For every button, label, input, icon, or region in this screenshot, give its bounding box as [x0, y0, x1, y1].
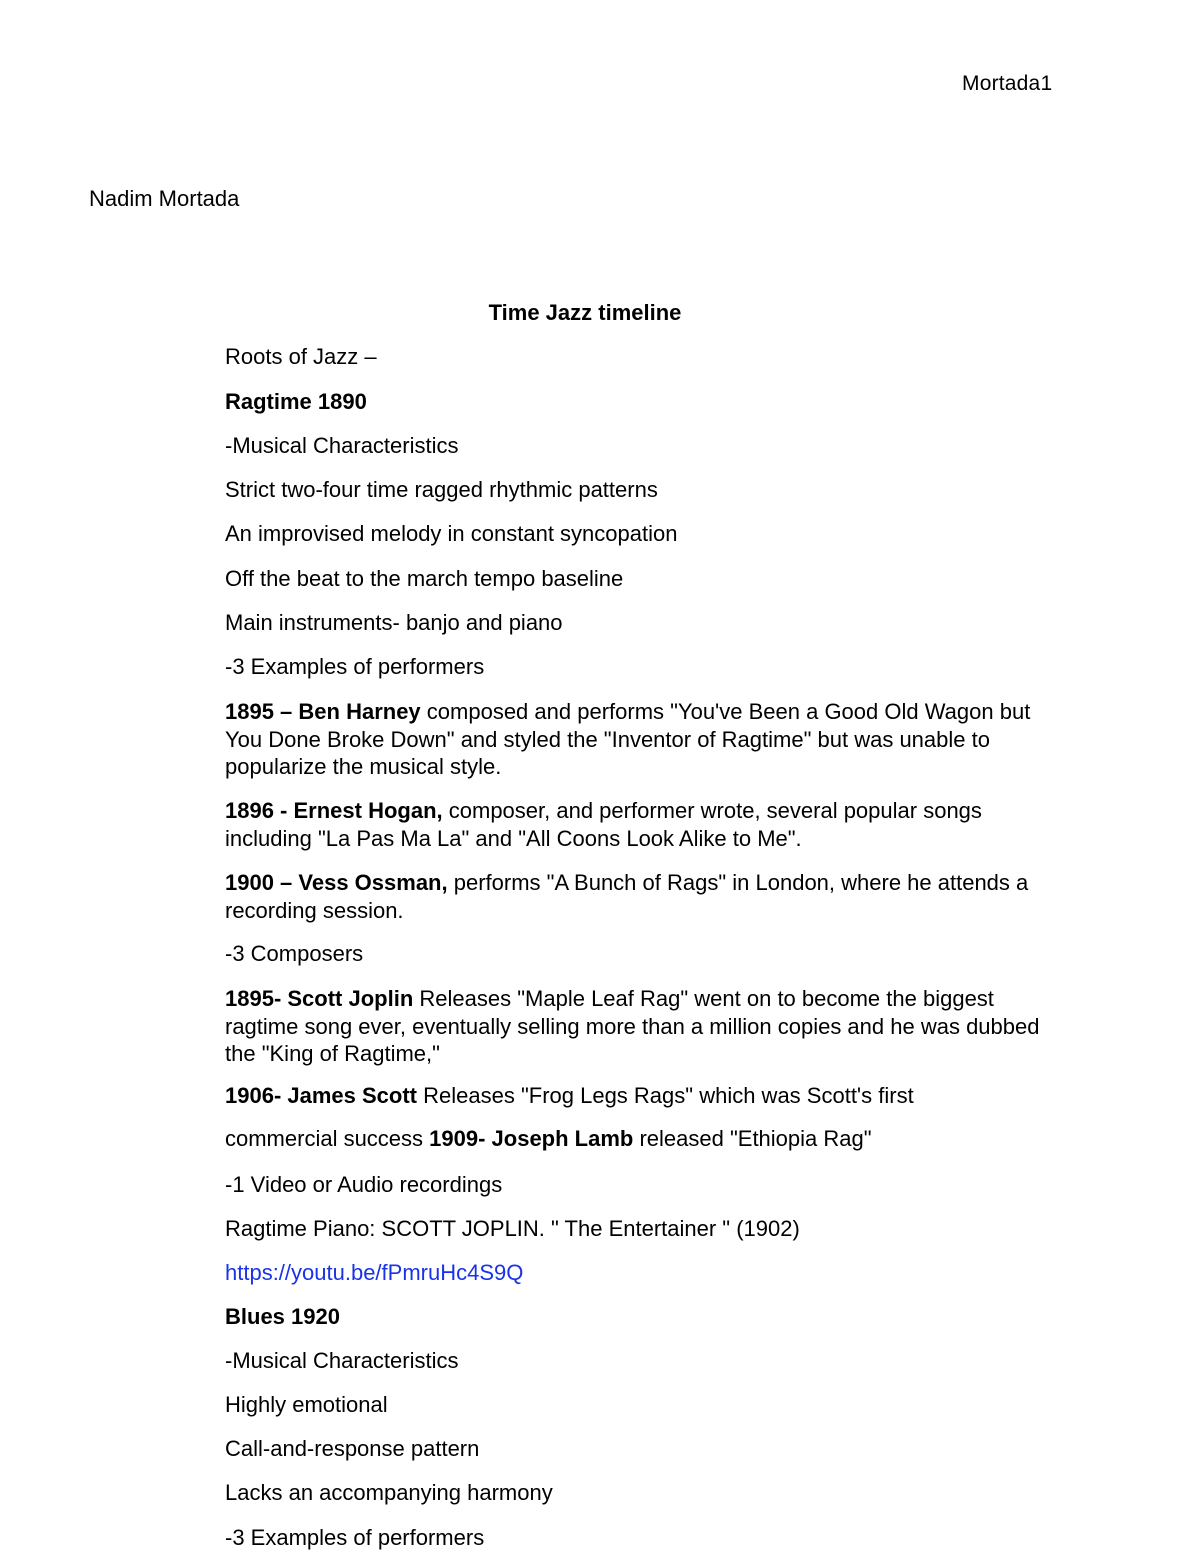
roots-line: Roots of Jazz –: [225, 344, 377, 369]
ragtime-heading: Ragtime 1890: [225, 389, 367, 414]
composer-entry: [225, 985, 1055, 1068]
performer-lead: 1895 – Ben Harney: [225, 699, 421, 724]
performer-lead: 1896 - Ernest Hogan,: [225, 798, 443, 823]
blues-characteristic: Call-and-response pattern: [225, 1436, 480, 1461]
ragtime-characteristics-label: -Musical Characteristics: [225, 433, 459, 458]
composer-entry: [225, 1126, 872, 1152]
performer-entry: [225, 698, 1055, 781]
document-title: Time Jazz timeline: [488, 300, 682, 325]
running-head: Mortada1: [962, 72, 1053, 95]
composer-text: Releases "Maple Leaf Rag" went on to become the biggest ragtime song ever, eventually selling more than a million copies and he was dubbed the "King of Ragtime,": [225, 986, 1040, 1066]
performer-text: performs "A Bunch of Rags" in London, where he attends a recording session.: [225, 870, 1029, 923]
blues-characteristic: Highly emotional: [225, 1392, 388, 1417]
author-name: Nadim Mortada: [89, 186, 240, 211]
performer-entry: [225, 869, 1055, 924]
blues-performers-label: -3 Examples of performers: [225, 1525, 485, 1550]
composer-text: released "Ethiopia Rag": [633, 1126, 872, 1151]
recording-title: Ragtime Piano: SCOTT JOPLIN. " The Entertainer " (1902): [225, 1216, 800, 1241]
performer-text: composer, and performer wrote, several popular songs including "La Pas Ma La" and "All Coons Look Alike to Me".: [225, 798, 982, 851]
ragtime-characteristic: An improvised melody in constant syncopation: [225, 521, 678, 546]
ragtime-characteristic: Off the beat to the march tempo baseline: [225, 566, 624, 591]
performer-entry: [225, 797, 1055, 852]
composer-lead: 1909- Joseph Lamb: [429, 1126, 634, 1151]
performer-text: composed and performs "You've Been a Good Old Wagon but You Done Broke Down" and styled the "Inventor of Ragtime" but was unable to popularize the musical style.: [225, 699, 1031, 779]
composer-text: Releases "Frog Legs Rags" which was Scott's first: [417, 1083, 914, 1108]
blues-characteristic: Lacks an accompanying harmony: [225, 1480, 553, 1505]
ragtime-characteristic: Main instruments- banjo and piano: [225, 610, 563, 635]
composers-label: -3 Composers: [225, 941, 364, 966]
recordings-label: -1 Video or Audio recordings: [225, 1172, 503, 1197]
ragtime-characteristic: Strict two-four time ragged rhythmic patterns: [225, 477, 658, 502]
blues-heading: Blues 1920: [225, 1304, 340, 1329]
composer-prefix: commercial success: [225, 1126, 430, 1151]
composer-lead: 1895- Scott Joplin: [225, 986, 414, 1011]
recording-link[interactable]: https://youtu.be/fPmruHc4S9Q: [225, 1260, 524, 1285]
performer-lead: 1900 – Vess Ossman,: [225, 870, 448, 895]
composer-entry: [225, 1083, 914, 1109]
blues-characteristics-label: -Musical Characteristics: [225, 1348, 459, 1373]
composer-lead: 1906- James Scott: [225, 1083, 417, 1108]
ragtime-performers-label: -3 Examples of performers: [225, 654, 485, 679]
